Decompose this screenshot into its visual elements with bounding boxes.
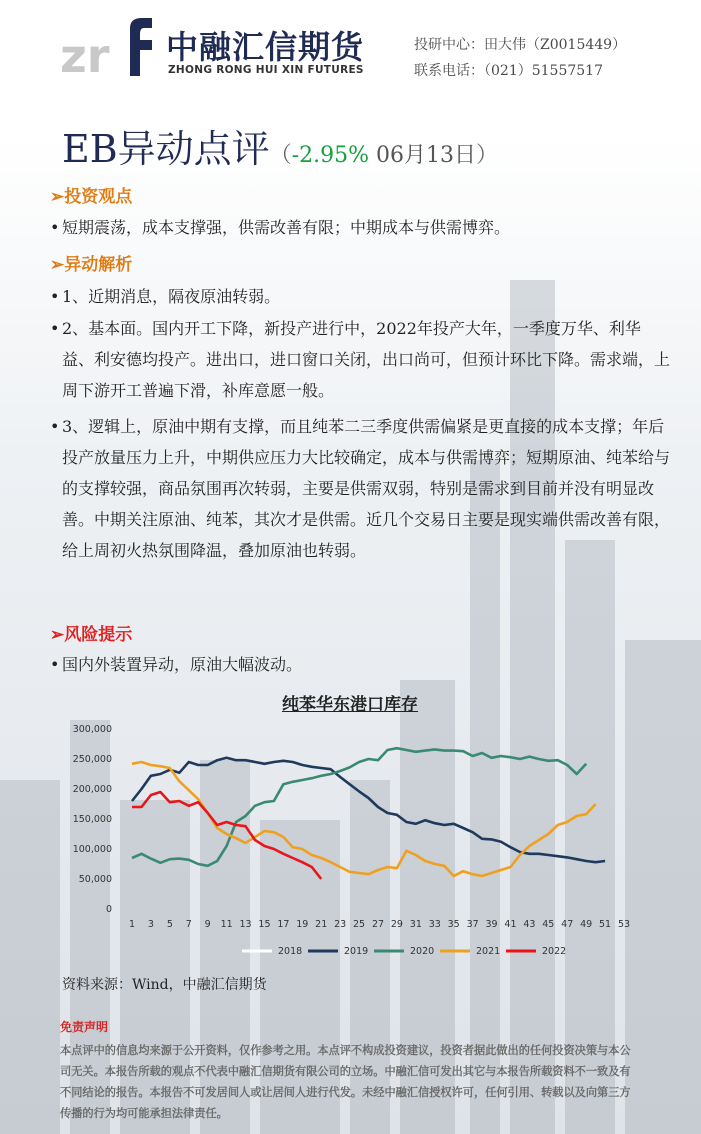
x-tick-label: 33 — [428, 919, 441, 930]
analysis-text-1: 1、近期消息，隔夜原油转弱。 — [62, 287, 281, 306]
analysis-heading: ➢异动解析 — [50, 255, 133, 275]
bullet-dot: • — [50, 319, 60, 338]
x-tick-label: 37 — [466, 919, 479, 930]
y-tick-label: 300,000 — [72, 724, 112, 735]
company-logo-icon — [60, 14, 160, 80]
x-tick-label: 47 — [561, 919, 574, 930]
y-tick-label: 250,000 — [72, 754, 112, 765]
x-tick-label: 51 — [599, 919, 612, 930]
x-tick-label: 53 — [617, 919, 631, 930]
x-tick-label: 19 — [296, 919, 309, 930]
legend-label-2021: 2021 — [476, 946, 501, 957]
analysis-text-3: 3、逻辑上，原油中期有支撑，而且纯苯二三季度供需偏紧是更直接的成本支撑；年后投产放量压力上升，中期供应压力大比较确定，成本与供需博弈；短期原油、纯苯给与的支撑较强，商品氛围再次转弱，主要是供需双弱，特别是需求到目前并没有明显改善。中期关注原油、纯苯，其次才是供需。近几个交易日主要是现实端供需改善有限，给上周初火热氛围降温，叠加原油也转弱。 — [62, 417, 671, 560]
x-tick-label: 39 — [485, 919, 498, 930]
title-change-percent: -2.95% — [291, 143, 370, 168]
x-tick-label: 41 — [504, 919, 517, 930]
analysis-item-2 — [50, 313, 670, 406]
legend-label-2019: 2019 — [344, 946, 369, 957]
analysis-text-2: 2、基本面。国内开工下降，新投产进行中，2022年投产大年，一季度万华、利华益、利安德均投产。进出口，进口窗口关闭，出口尚可，但预计环比下降。需求端，上周下游开工普遍下滑，补库意愿一般。 — [62, 319, 671, 400]
risk-item — [50, 649, 670, 680]
title-main: EB异动点评 — [62, 127, 270, 171]
title-paren-close: ） — [476, 143, 499, 168]
x-tick-label: 21 — [315, 919, 328, 930]
header — [0, 0, 701, 100]
x-tick-label: 11 — [220, 919, 233, 930]
x-tick-label: 9 — [204, 919, 211, 930]
legend-label-2022: 2022 — [542, 946, 567, 957]
investment-view-text: 短期震荡，成本支撑强，供需改善有限；中期成本与供需博弈。 — [62, 218, 511, 237]
y-tick-label: 50,000 — [78, 874, 112, 885]
contact-info — [414, 32, 626, 84]
contact-analyst: 投研中心：田大伟（Z0015449） — [414, 37, 627, 53]
x-tick-label: 23 — [334, 919, 347, 930]
y-tick-label: 100,000 — [72, 844, 112, 855]
x-tick-label: 13 — [239, 919, 252, 930]
risk-heading: ➢风险提示 — [50, 625, 133, 645]
contact-phone: 联系电话：（021）51557517 — [414, 63, 603, 79]
investment-view-heading: ➢投资观点 — [50, 187, 133, 207]
title-date: 06月13日 — [369, 143, 476, 168]
series-line-2022 — [132, 792, 321, 879]
x-tick-label: 5 — [166, 919, 173, 930]
bullet-dot: • — [50, 417, 60, 436]
x-tick-label: 27 — [371, 919, 385, 930]
disclaimer-text: 本点评中的信息均来源于公开资料，仅作参考之用。本点评不构成投资建议，投资者据此做出的任何投资决策与本公司无关。本报告所载的观点不代表中融汇信期货有限公司的立场。中融汇信可发出其它与本报告所载资料不一致及有不同结论的报告。本报告不可发居间人或让居间人进行代发。未经中融汇信授权许可，任何引用、转载以及向第三方传播的行为均可能承担法律责任。 — [60, 1044, 631, 1120]
series-line-2019 — [132, 758, 605, 862]
x-tick-label: 7 — [185, 919, 192, 930]
analysis-item-1 — [50, 281, 670, 312]
legend-label-2020: 2020 — [410, 946, 435, 957]
y-tick-label: 0 — [105, 904, 112, 915]
inventory-line-chart — [60, 715, 660, 960]
bullet-dot: • — [50, 287, 60, 306]
disclaimer-title: 免责声明 — [60, 1020, 109, 1034]
x-tick-label: 29 — [390, 919, 403, 930]
data-source: 资料来源：Wind，中融汇信期货 — [62, 977, 267, 993]
analysis-item-3 — [50, 411, 670, 566]
page-title — [62, 118, 498, 173]
y-tick-label: 150,000 — [72, 814, 112, 825]
logo-english-name: ZHONG RONG HUI XIN FUTURES — [168, 64, 364, 76]
bullet-dot: • — [50, 218, 60, 237]
x-tick-label: 3 — [147, 919, 154, 930]
x-tick-label: 31 — [409, 919, 422, 930]
x-tick-label: 49 — [580, 919, 593, 930]
x-tick-label: 15 — [258, 919, 271, 930]
x-tick-label: 1 — [128, 919, 136, 930]
x-tick-label: 25 — [353, 919, 366, 930]
logo-chinese-name: 中融汇信期货 — [166, 28, 365, 66]
svg-text:zr: zr — [60, 29, 110, 80]
series-line-2021 — [132, 762, 596, 876]
x-tick-label: 45 — [542, 919, 555, 930]
x-tick-label: 17 — [277, 919, 290, 930]
x-tick-label: 35 — [447, 919, 460, 930]
risk-text: 国内外装置异动，原油大幅波动。 — [62, 655, 303, 674]
investment-view-item — [50, 212, 670, 243]
bullet-dot: • — [50, 655, 60, 674]
legend-label-2018: 2018 — [278, 946, 303, 957]
title-paren-open: （ — [269, 143, 292, 168]
y-tick-label: 200,000 — [72, 784, 112, 795]
x-tick-label: 43 — [523, 919, 536, 930]
chart-title: 纯苯华东港口库存 — [282, 695, 418, 715]
